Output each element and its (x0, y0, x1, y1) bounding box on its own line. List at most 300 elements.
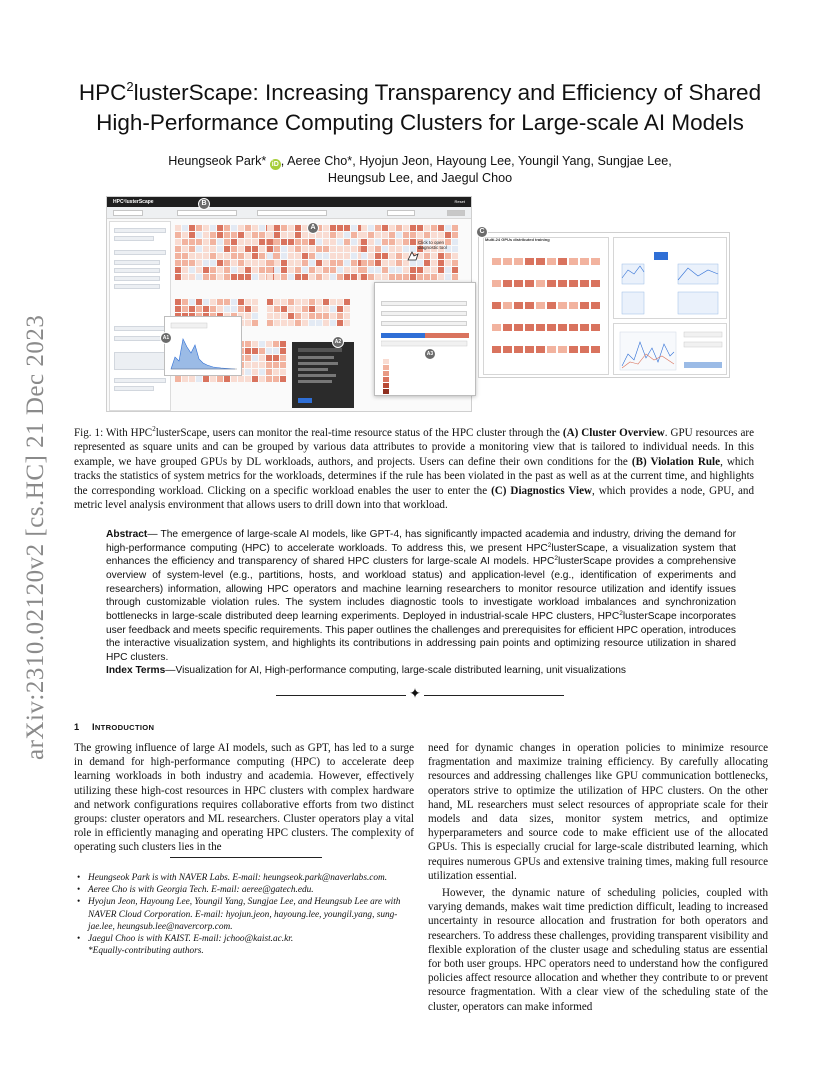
gpu-unit (295, 299, 301, 305)
gpu-unit (452, 232, 458, 238)
gpu-unit (309, 299, 315, 305)
gpu-unit (452, 253, 458, 259)
gpu-unit (410, 267, 416, 273)
gpu-unit (273, 341, 279, 347)
gpu-unit (238, 260, 244, 266)
gpu-unit (203, 239, 209, 245)
gpu-unit (252, 253, 258, 259)
gpu-unit (267, 246, 273, 252)
gpu-unit (368, 274, 374, 280)
gpu-unit (431, 260, 437, 266)
gpu-unit (217, 267, 223, 273)
gpu-unit (245, 348, 251, 354)
figure-caption (74, 426, 754, 512)
gpu-unit (288, 299, 294, 305)
gpu-unit (302, 260, 308, 266)
gpu-unit (288, 232, 294, 238)
gpu-unit (266, 355, 272, 361)
gpu-unit (330, 260, 336, 266)
node-gpu-tile (525, 280, 534, 287)
gpu-unit (417, 274, 423, 280)
gpu-unit (252, 341, 258, 347)
gpu-unit (267, 299, 273, 305)
gpu-unit (231, 274, 237, 280)
gpu-unit (245, 246, 251, 252)
node-gpu-tile (580, 302, 589, 309)
gpu-unit (259, 232, 265, 238)
gpu-unit (330, 306, 336, 312)
body-paragraph: However, the dynamic nature of scheduling policies, coupled with varying demands, makes wait time prediction difficult, leading to increased uncertainty in resource allocation and frustration for both operators and researchers. To address these challenges, providing transparent visibility and flexible exploration of the cluster usage and scheduling status are essential for both user groups. HPC operators need to understand how the configured policies affect resource allocation and whether they contribute to or prevent resource fragmentation. With a clear view of the scheduling state of the cluster, operators can make informed (428, 887, 768, 1013)
gpu-unit (217, 299, 223, 305)
gpu-unit (330, 320, 336, 326)
caption-bold-c: (C) Diagnostics View (491, 484, 593, 497)
gpu-unit (375, 260, 381, 266)
gpu-unit (259, 274, 265, 280)
node-gpu-tile (547, 302, 556, 309)
gpu-unit (182, 267, 188, 273)
gpu-unit (266, 341, 272, 347)
abstract-label: Abstract (106, 529, 148, 540)
gpu-unit (203, 299, 209, 305)
gpu-unit (252, 274, 258, 280)
gpu-unit (196, 253, 202, 259)
node-gpu-tile (558, 280, 567, 287)
gpu-unit (224, 239, 230, 245)
gpu-unit (344, 260, 350, 266)
gpu-unit (224, 267, 230, 273)
gpu-unit (274, 232, 280, 238)
node-gpu-tile (536, 324, 545, 331)
gpu-unit (316, 246, 322, 252)
gpu-unit (189, 239, 195, 245)
gpu-unit (231, 239, 237, 245)
index-terms (106, 664, 736, 677)
gpu-unit (238, 253, 244, 259)
abstract-text-1: — The emergence of large-scale AI models, like GPT-4, has significantly impacted academia and industry, driving the demand for high-performance computing (HPC) to accelerate workloads. To address this, we present HPC (106, 529, 736, 554)
gpu-unit (344, 299, 350, 305)
gpu-unit (259, 348, 265, 354)
orcid-icon[interactable]: iD (271, 161, 279, 168)
gpu-unit (445, 260, 451, 266)
gpu-unit (295, 253, 301, 259)
gpu-unit (375, 274, 381, 280)
gpu-unit (252, 362, 258, 368)
gpu-unit (368, 225, 374, 231)
gpu-unit (445, 225, 451, 231)
gpu-unit (252, 376, 258, 382)
gpu-unit (274, 274, 280, 280)
gpu-unit (224, 274, 230, 280)
gpu-unit (337, 260, 343, 266)
gpu-unit (316, 320, 322, 326)
gpu-unit (361, 253, 367, 259)
gpu-unit (337, 225, 343, 231)
gpu-unit (351, 232, 357, 238)
gpu-unit (382, 253, 388, 259)
cursor-hand-icon (406, 250, 420, 262)
body-column-left (74, 741, 414, 855)
body-paragraph: The growing influence of large AI models, such as GPT, has led to a surge in demand for high-performance computing (HPC) to accelerate deep learning workloads in both industry and academia. However, effectively utilizing these high-cost resources in HPC clusters with complex hardware and network configurations requires collaborative efforts from two distinct groups: cluster operators and ML researchers. Cluster operators play a vital role in efficiently managing and operating HPC clusters. The complexity of operating such clusters lies in the (74, 742, 414, 854)
gpu-unit (259, 246, 265, 252)
gpu-unit (361, 232, 367, 238)
author-line2: Heungsub Lee, and Jaegul Choo (327, 171, 513, 185)
gpu-unit (288, 274, 294, 280)
gpu-unit (210, 299, 216, 305)
gpu-unit (351, 260, 357, 266)
node-gpu-tile (558, 346, 567, 353)
gpu-unit (231, 376, 237, 382)
gpu-unit (217, 225, 223, 231)
gpu-unit (259, 260, 265, 266)
gpu-unit (302, 239, 308, 245)
gpu-unit (273, 369, 279, 375)
gpu-unit (309, 320, 315, 326)
gpu-unit (280, 355, 286, 361)
separator-ornament-icon: ✦ (409, 687, 421, 702)
gpu-unit (182, 225, 188, 231)
gpu-unit (330, 246, 336, 252)
gpu-unit (361, 239, 367, 245)
gpu-unit (351, 225, 357, 231)
gpu-unit (281, 260, 287, 266)
gpu-unit (189, 260, 195, 266)
histogram-svg (165, 317, 242, 376)
gpu-unit (281, 306, 287, 312)
gpu-unit (295, 246, 301, 252)
gpu-unit (302, 320, 308, 326)
node-gpu-tile (580, 258, 589, 265)
diagnostic-callout: Click to open diagnostic tool (418, 240, 447, 250)
gpu-unit (403, 267, 409, 273)
author-rest: , Aeree Cho*, Hyojun Jeon, Hayoung Lee, Youngil Yang, Sungjae Lee, (280, 154, 672, 168)
gpu-unit (182, 253, 188, 259)
node-gpu-tile (514, 324, 523, 331)
gpu-unit (267, 260, 273, 266)
gpu-unit (196, 299, 202, 305)
gpu-unit (438, 232, 444, 238)
node-gpu-tile (591, 346, 600, 353)
arxiv-identifier: arXiv:2310.02120v2 [cs.HC] 21 Dec 2023 (22, 314, 49, 760)
gpu-unit (288, 253, 294, 259)
gpu-unit (217, 306, 223, 312)
gpu-unit (323, 253, 329, 259)
gpu-unit (281, 274, 287, 280)
diag-title: Multi-24 GPUs distributed training (485, 237, 550, 242)
title-part2: lusterScape: Increasing Transparency and Efficiency of Shared (133, 80, 762, 105)
gpu-unit (245, 369, 251, 375)
section-heading (74, 722, 274, 732)
gpu-unit (274, 306, 280, 312)
gpu-unit (368, 239, 374, 245)
gpu-unit (316, 274, 322, 280)
gpu-unit (295, 320, 301, 326)
gpu-unit (389, 232, 395, 238)
gpu-unit (337, 232, 343, 238)
gpu-unit (351, 239, 357, 245)
gpu-unit (417, 232, 423, 238)
sidebar-panel (109, 221, 171, 411)
gpu-unit (344, 232, 350, 238)
gpu-unit (238, 274, 244, 280)
gpu-unit (431, 253, 437, 259)
gpu-unit (337, 320, 343, 326)
context-menu-dark (292, 342, 354, 408)
gpu-unit (424, 253, 430, 259)
gpu-unit (368, 253, 374, 259)
gpu-unit (203, 267, 209, 273)
gpu-unit (351, 253, 357, 259)
gpu-unit (323, 267, 329, 273)
gpu-unit (245, 239, 251, 245)
node-gpu-tile (525, 324, 534, 331)
node-gpu-tile (580, 346, 589, 353)
gpu-unit (281, 320, 287, 326)
gpu-unit (281, 225, 287, 231)
abstract-text-2: lusterScape, a visualization system that enhances the efficiency and transparency of shared HPC clusters for large-scale AI models. HPC (106, 542, 736, 568)
gpu-unit (375, 232, 381, 238)
gpu-unit (410, 239, 416, 245)
gpu-unit (210, 232, 216, 238)
gpu-unit (309, 267, 315, 273)
gpu-unit (344, 274, 350, 280)
node-gpu-tile (492, 280, 501, 287)
node-gpu-tile (514, 346, 523, 353)
app-title: HPC²lusterScape (113, 199, 154, 205)
gpu-unit (382, 225, 388, 231)
gpu-unit (210, 376, 216, 382)
footnote-item: • Hyojun Jeon, Hayoung Lee, Youngil Yang, Sungjae Lee, and Heungsub Lee are with NAVER Cloud Corporation. E-mail: hyojun.jeon, hayoung.lee, youngil.yang, sung-jae.lee, heungsub.lee@navercorp.com. (74, 896, 419, 933)
node-gpu-tile (591, 258, 600, 265)
gpu-unit (189, 376, 195, 382)
gpu-unit (224, 376, 230, 382)
node-gpu-tile (591, 280, 600, 287)
teaser-figure (106, 196, 736, 420)
gpu-unit (389, 274, 395, 280)
abstract-sup-2: 2 (554, 555, 558, 563)
gpu-unit (189, 225, 195, 231)
gpu-unit (452, 225, 458, 231)
gpu-unit (295, 313, 301, 319)
gpu-unit (203, 253, 209, 259)
gpu-unit (396, 239, 402, 245)
gpu-unit (309, 239, 315, 245)
gpu-unit (309, 246, 315, 252)
gpu-unit (175, 239, 181, 245)
gpu-unit (417, 225, 423, 231)
separator-right (424, 695, 564, 696)
gpu-unit (375, 267, 381, 273)
gpu-unit (203, 376, 209, 382)
gpu-unit (316, 253, 322, 259)
gpu-unit (217, 232, 223, 238)
gpu-unit (302, 232, 308, 238)
gpu-unit (344, 246, 350, 252)
badge-a1: A1 (160, 332, 172, 344)
node-gpu-tile (558, 258, 567, 265)
gpu-unit (203, 306, 209, 312)
gpu-unit (274, 253, 280, 259)
gpu-unit (302, 253, 308, 259)
gpu-unit (280, 362, 286, 368)
gpu-unit (382, 260, 388, 266)
gpu-unit (368, 260, 374, 266)
gpu-unit (375, 246, 381, 252)
gpu-unit (189, 306, 195, 312)
caption-bold-a: (A) Cluster Overview (562, 427, 665, 439)
gpu-unit (274, 260, 280, 266)
gpu-unit (175, 306, 181, 312)
gpu-unit (238, 299, 244, 305)
gpu-unit (323, 274, 329, 280)
gpu-unit (424, 267, 430, 273)
gpu-unit (245, 341, 251, 347)
gpu-unit (175, 232, 181, 238)
gpu-unit (245, 274, 251, 280)
gpu-unit (351, 246, 357, 252)
node-gpu-tile (591, 302, 600, 309)
gpu-unit (267, 225, 273, 231)
gpu-unit (259, 355, 265, 361)
gpu-unit (323, 320, 329, 326)
gpu-unit (438, 267, 444, 273)
gpu-unit (274, 299, 280, 305)
gpu-unit (330, 267, 336, 273)
gpu-unit (280, 341, 286, 347)
gpu-unit (217, 376, 223, 382)
timeline-analysis (613, 323, 727, 375)
gpu-unit (196, 239, 202, 245)
gpu-unit (323, 225, 329, 231)
gpu-unit (344, 313, 350, 319)
node-gpu-tile (536, 302, 545, 309)
gpu-unit (330, 253, 336, 259)
gpu-unit (224, 232, 230, 238)
gpu-unit (189, 232, 195, 238)
gpu-unit (403, 239, 409, 245)
node-gpu-tile (569, 324, 578, 331)
abstract-text-4: lusterScape incorporates user feedback and meets specific requirements. This paper outlines the challenges and prerequisites for efficient HPC operation, introduces the interactive visualization system, and highlights its contributions in addressing pain points and optimizing resource utilization in shared HPC clusters. (106, 610, 736, 663)
gpu-unit (302, 299, 308, 305)
node-gpu-tile (569, 258, 578, 265)
gpu-unit (288, 246, 294, 252)
gpu-unit (396, 253, 402, 259)
gpu-unit (330, 299, 336, 305)
gpu-unit (189, 246, 195, 252)
gpu-unit (431, 225, 437, 231)
gpu-unit (368, 232, 374, 238)
gpu-unit (323, 246, 329, 252)
gpu-unit (203, 274, 209, 280)
gpu-unit (259, 341, 265, 347)
gpu-unit (382, 232, 388, 238)
gpu-unit (245, 299, 251, 305)
badge-a: A (307, 222, 319, 234)
gpu-unit (309, 253, 315, 259)
node-gpu-tile (503, 280, 512, 287)
gpu-unit (337, 253, 343, 259)
footnote-item: • Jaegul Choo is with KAIST. E-mail: jchoo@kaist.ac.kr. (74, 933, 419, 945)
gpu-unit (280, 376, 286, 382)
gpu-unit (259, 225, 265, 231)
badge-b: B (198, 198, 210, 210)
gpu-unit (403, 225, 409, 231)
metric-timelines (613, 237, 727, 319)
gpu-unit (295, 274, 301, 280)
gpu-unit (389, 225, 395, 231)
gpu-unit (252, 320, 258, 326)
gpu-unit (196, 376, 202, 382)
node-gpu-tile (514, 258, 523, 265)
index-terms-label: Index Terms (106, 665, 166, 676)
node-gpu-tile (503, 346, 512, 353)
gpu-unit (281, 246, 287, 252)
gpu-unit (281, 253, 287, 259)
badge-c: C (476, 226, 488, 238)
gpu-unit (266, 376, 272, 382)
gpu-unit (344, 225, 350, 231)
gpu-unit (375, 225, 381, 231)
gpu-unit (445, 267, 451, 273)
gpu-unit (182, 232, 188, 238)
gpu-unit (396, 260, 402, 266)
gpu-unit (210, 267, 216, 273)
caption-text-3: . GPU resources are represented as square units and can be grouped by various data attributes to provide a monitoring view that is tailored to individual needs. In this example, we have grouped GPUs by DL workloads, authors, and projects. Users can define their own conditions for the (74, 427, 755, 468)
gpu-unit (238, 225, 244, 231)
gpu-unit (431, 267, 437, 273)
node-gpu-tile (536, 280, 545, 287)
title-line2: High-Performance Computing Clusters for Large-scale AI Models (96, 110, 744, 135)
gpu-unit (295, 232, 301, 238)
gpu-unit (288, 267, 294, 273)
gpu-unit (323, 232, 329, 238)
gpu-unit (252, 369, 258, 375)
gpu-unit (302, 246, 308, 252)
gpu-unit (438, 225, 444, 231)
gpu-unit (175, 274, 181, 280)
gpu-unit (203, 225, 209, 231)
gpu-unit (175, 267, 181, 273)
gpu-unit (217, 260, 223, 266)
badge-a2: A2 (332, 336, 344, 348)
gpu-unit (245, 306, 251, 312)
gpu-unit (274, 225, 280, 231)
gpu-unit (210, 225, 216, 231)
gpu-unit (375, 239, 381, 245)
separator-left (276, 695, 406, 696)
gpu-unit (203, 232, 209, 238)
histogram-popup (164, 316, 242, 376)
gpu-unit (182, 239, 188, 245)
gpu-unit (274, 267, 280, 273)
gpu-unit (189, 267, 195, 273)
gpu-unit (210, 274, 216, 280)
gpu-unit (424, 274, 430, 280)
gpu-unit (302, 274, 308, 280)
gpu-unit (273, 362, 279, 368)
gpu-unit (217, 246, 223, 252)
node-gpu-tile (569, 302, 578, 309)
paper-title (60, 78, 780, 138)
diagnostics-view-screenshot (478, 232, 730, 378)
gpu-unit (295, 225, 301, 231)
gpu-unit (389, 246, 395, 252)
gpu-unit (245, 253, 251, 259)
gpu-unit (210, 239, 216, 245)
gpu-unit (224, 260, 230, 266)
gpu-unit (252, 299, 258, 305)
gpu-unit (389, 267, 395, 273)
node-gpu-tile (580, 280, 589, 287)
